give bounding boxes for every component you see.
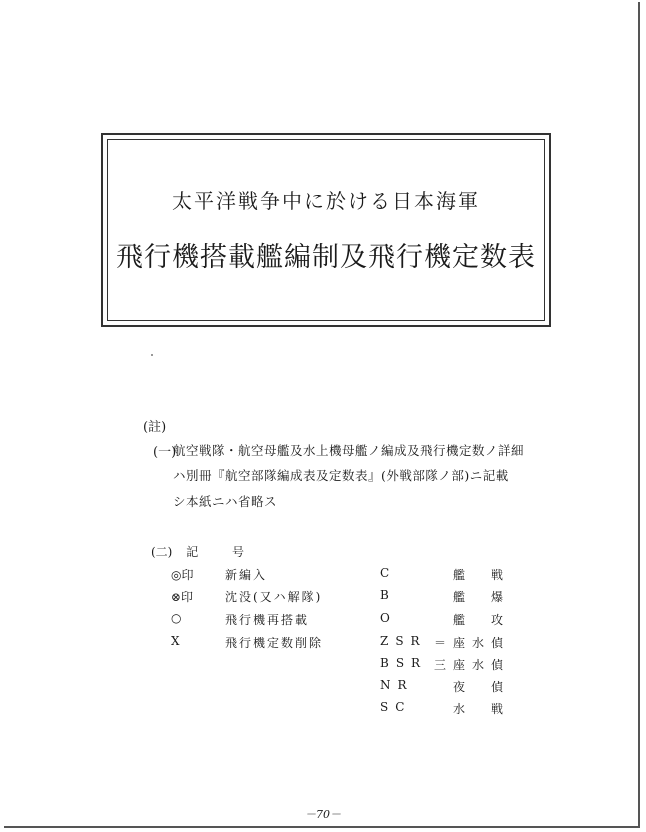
classification-row — [380, 634, 510, 652]
note-item-1-marker: (一) — [153, 445, 177, 460]
title-box-inner-frame — [107, 139, 545, 321]
classification-row — [380, 656, 510, 674]
classification-row — [380, 566, 510, 584]
legend-description: 沈没(又ハ解隊) — [225, 590, 323, 604]
note-item-2-label-1: 記 — [186, 545, 199, 559]
title-box — [101, 133, 551, 327]
note-item-2-label-2: 号 — [232, 545, 245, 559]
classification-code: BSR — [380, 656, 428, 670]
classification-name: ＝座水偵 — [433, 636, 510, 650]
legend-symbol: ⊗印 — [171, 590, 194, 604]
note-item-2-heading — [151, 543, 244, 560]
note-item-2-marker: (二) — [151, 545, 173, 559]
title-line-2: 飛行機搭載艦編制及飛行機定数表 — [116, 242, 536, 273]
legend-description: 飛行機再搭載 — [225, 613, 310, 627]
classification-code: ZSR — [380, 634, 427, 648]
title-line-1: 太平洋戦争中に於ける日本海軍 — [172, 189, 480, 213]
classification-row — [380, 678, 510, 696]
classification-code: B — [380, 588, 396, 602]
classification-name: 三座水偵 — [433, 658, 510, 672]
classification-name: 艦 戦 — [452, 568, 510, 582]
legend-description: 新編入 — [225, 568, 268, 582]
page-number: －70－ — [305, 808, 341, 821]
notes-heading: (註) — [143, 420, 167, 435]
legend-symbol: ○ — [171, 611, 182, 625]
note-item-1-line: 航空戦隊・航空母艦及水上機母艦ノ編成及飛行機定数ノ詳細 — [173, 443, 525, 458]
note-item-1-line: ハ別冊『航空部隊編成表及定数表』(外戦部隊ノ部)ニ記載 — [173, 468, 509, 483]
classification-name: 夜 偵 — [452, 680, 510, 694]
note-item-1-line: シ本紙ニハ省略ス — [173, 494, 278, 509]
page-border — [4, 2, 640, 828]
classification-name: 水 戦 — [452, 702, 510, 716]
classification-code: O — [380, 611, 397, 625]
classification-row — [380, 700, 510, 718]
legend-symbol: X — [171, 634, 180, 648]
classification-row — [380, 611, 510, 629]
classification-code: NR — [380, 678, 414, 692]
classification-code: SC — [380, 700, 412, 714]
legend-symbol: ◎印 — [171, 568, 194, 582]
classification-name: 艦 攻 — [452, 613, 510, 627]
classification-name: 艦 爆 — [452, 590, 510, 604]
scan-speck — [151, 354, 153, 356]
classification-row — [380, 588, 510, 606]
classification-code: C — [380, 566, 397, 580]
legend-description: 飛行機定数削除 — [225, 636, 324, 650]
